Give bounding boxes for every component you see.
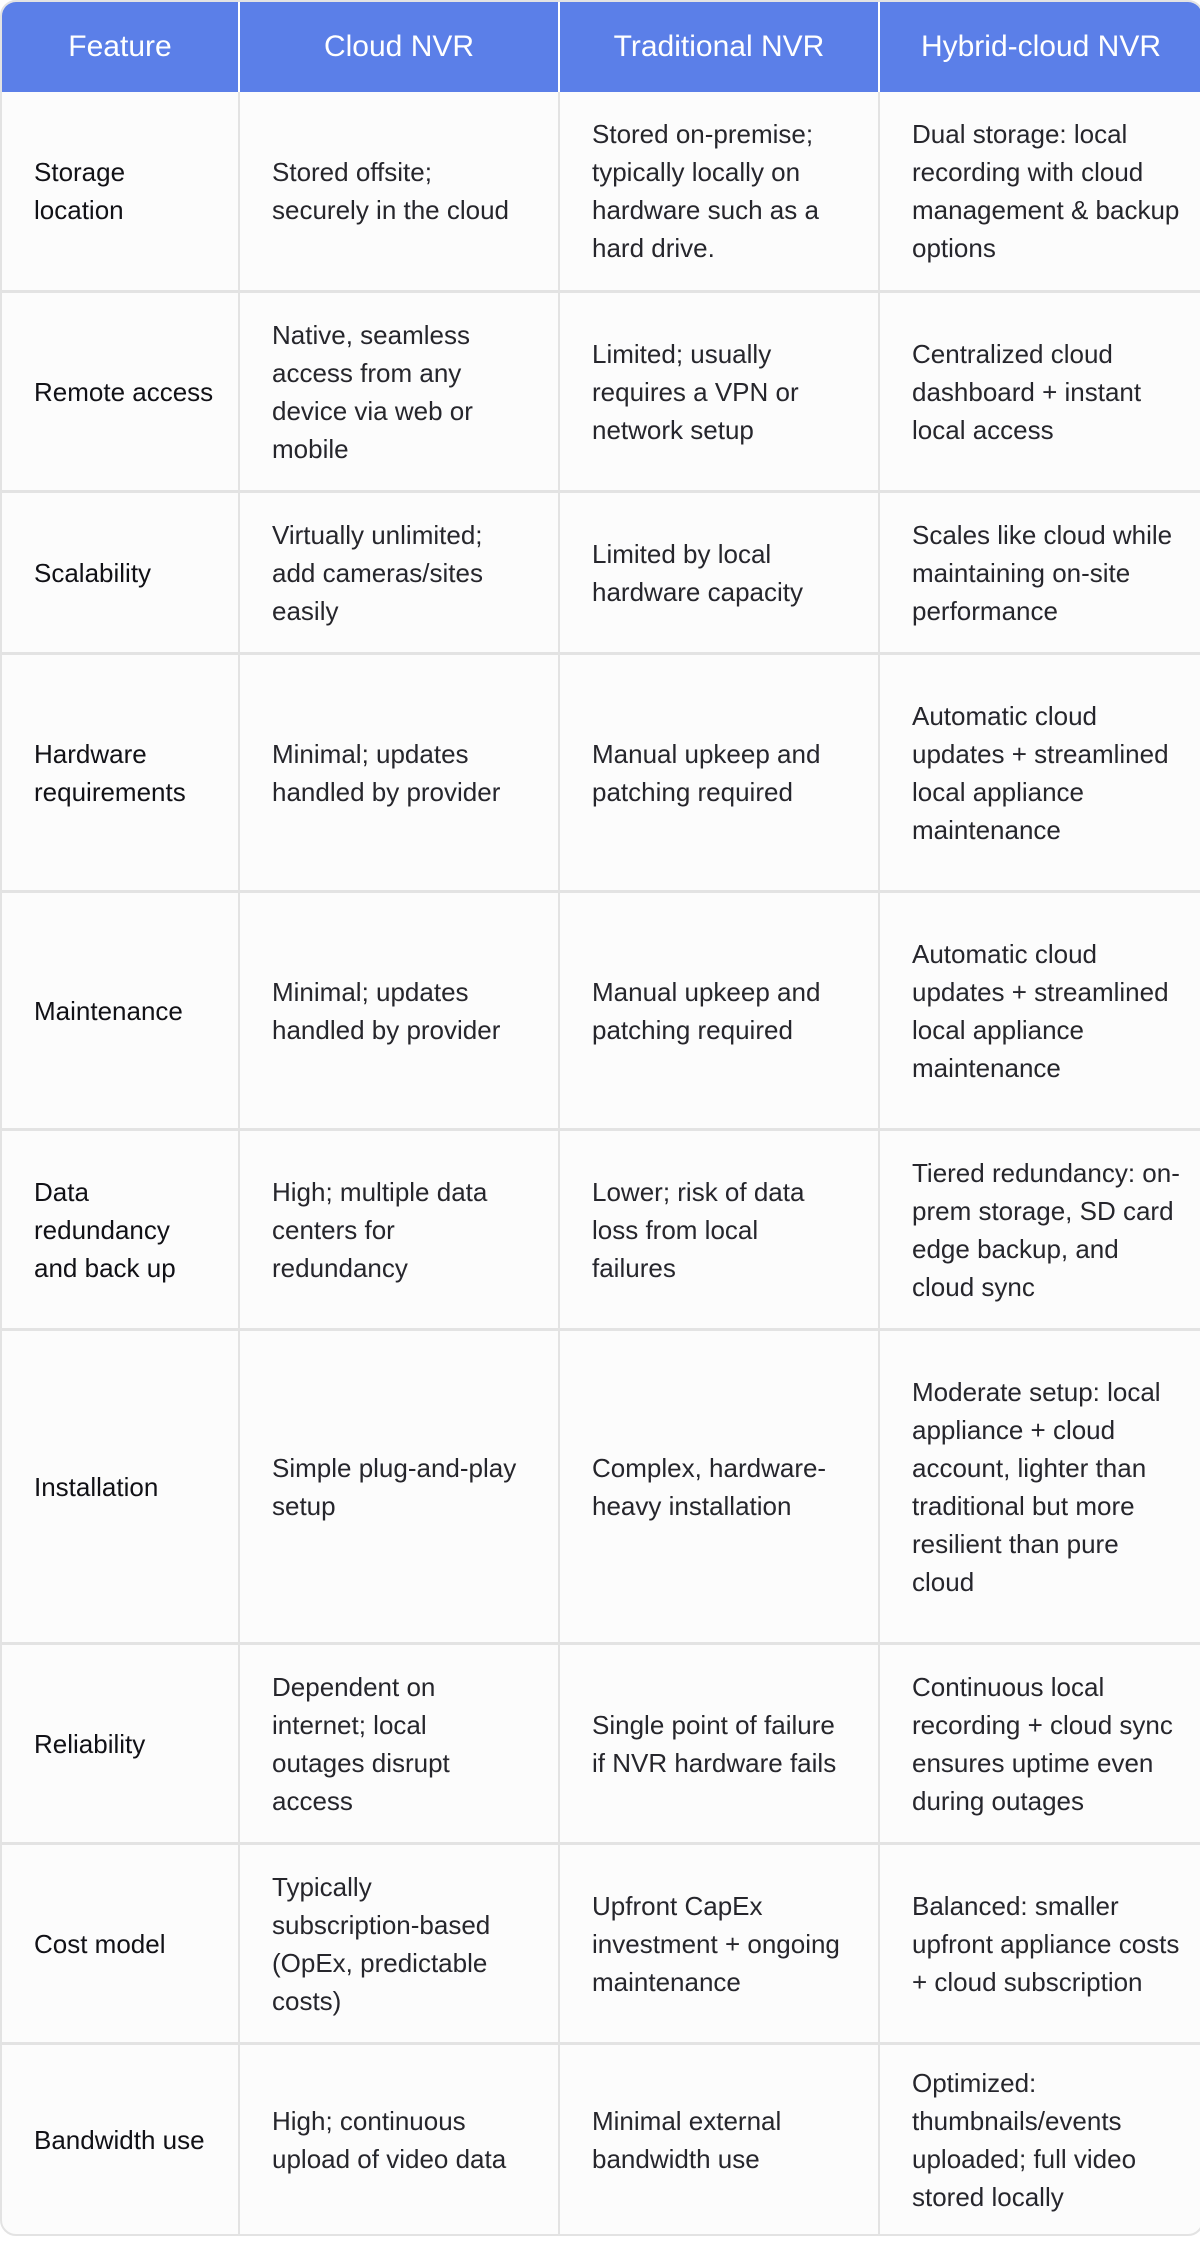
traditional-cell: Minimal external bandwidth use	[560, 2042, 880, 2234]
table-row	[2, 652, 1200, 890]
cloud-cell: Typically subscription-based (OpEx, predictable costs)	[240, 1842, 560, 2042]
hybrid-cell: Automatic cloud updates + streamlined local appliance maintenance	[880, 652, 1200, 890]
feature-cell: Remote access	[2, 290, 240, 490]
hybrid-cell: Centralized cloud dashboard + instant local access	[880, 290, 1200, 490]
traditional-cell: Stored on-premise; typically locally on hardware such as a hard drive.	[560, 92, 880, 290]
cloud-cell: Dependent on internet; local outages disrupt access	[240, 1642, 560, 1842]
hybrid-cell: Scales like cloud while maintaining on-site performance	[880, 490, 1200, 652]
header-row	[2, 2, 1200, 92]
table-row	[2, 92, 1200, 290]
feature-cell: Bandwidth use	[2, 2042, 240, 2234]
table-row	[2, 290, 1200, 490]
table-row	[2, 1642, 1200, 1842]
hybrid-cell: Optimized: thumbnails/events uploaded; full video stored locally	[880, 2042, 1200, 2234]
table-row	[2, 1128, 1200, 1328]
feature-cell: Maintenance	[2, 890, 240, 1128]
cloud-cell: Virtually unlimited; add cameras/sites easily	[240, 490, 560, 652]
cloud-cell: High; continuous upload of video data	[240, 2042, 560, 2234]
traditional-cell: Single point of failure if NVR hardware fails	[560, 1642, 880, 1842]
hybrid-cell: Automatic cloud updates + streamlined local appliance maintenance	[880, 890, 1200, 1128]
feature-cell: Reliability	[2, 1642, 240, 1842]
traditional-cell: Manual upkeep and patching required	[560, 652, 880, 890]
traditional-cell: Manual upkeep and patching required	[560, 890, 880, 1128]
table-row	[2, 1842, 1200, 2042]
header-hybrid-cloud-nvr: Hybrid-cloud NVR	[880, 2, 1200, 92]
cloud-cell: Simple plug-and-play setup	[240, 1328, 560, 1642]
header-feature: Feature	[2, 2, 240, 92]
traditional-cell: Limited; usually requires a VPN or network setup	[560, 290, 880, 490]
table-row	[2, 1328, 1200, 1642]
hybrid-cell: Tiered redundancy: on-prem storage, SD card edge backup, and cloud sync	[880, 1128, 1200, 1328]
hybrid-cell: Balanced: smaller upfront appliance costs + cloud subscription	[880, 1842, 1200, 2042]
hybrid-cell: Continuous local recording + cloud sync ensures uptime even during outages	[880, 1642, 1200, 1842]
traditional-cell: Upfront CapEx investment + ongoing maintenance	[560, 1842, 880, 2042]
traditional-cell: Lower; risk of data loss from local failures	[560, 1128, 880, 1328]
header-cloud-nvr: Cloud NVR	[240, 2, 560, 92]
cloud-cell: Minimal; updates handled by provider	[240, 652, 560, 890]
traditional-cell: Complex, hardware-heavy installation	[560, 1328, 880, 1642]
table-row	[2, 890, 1200, 1128]
cloud-cell: Stored offsite; securely in the cloud	[240, 92, 560, 290]
hybrid-cell: Moderate setup: local appliance + cloud account, lighter than traditional but more resilient than pure cloud	[880, 1328, 1200, 1642]
feature-cell: Installation	[2, 1328, 240, 1642]
table-row	[2, 490, 1200, 652]
cloud-cell: Minimal; updates handled by provider	[240, 890, 560, 1128]
hybrid-cell: Dual storage: local recording with cloud management & backup options	[912, 119, 1180, 263]
traditional-cell: Limited by local hardware capacity	[560, 490, 880, 652]
table-row	[2, 2042, 1200, 2234]
header-traditional-nvr: Traditional NVR	[560, 2, 880, 92]
cloud-cell: Native, seamless access from any device via web or mobile	[240, 290, 560, 490]
feature-cell: Data redundancy and back up	[2, 1128, 240, 1328]
feature-cell: Scalability	[2, 490, 240, 652]
feature-cell: Cost model	[2, 1842, 240, 2042]
feature-cell: Hardware requirements	[2, 652, 240, 890]
feature-cell: Storage location	[2, 92, 240, 290]
cloud-cell: High; multiple data centers for redundancy	[240, 1128, 560, 1328]
